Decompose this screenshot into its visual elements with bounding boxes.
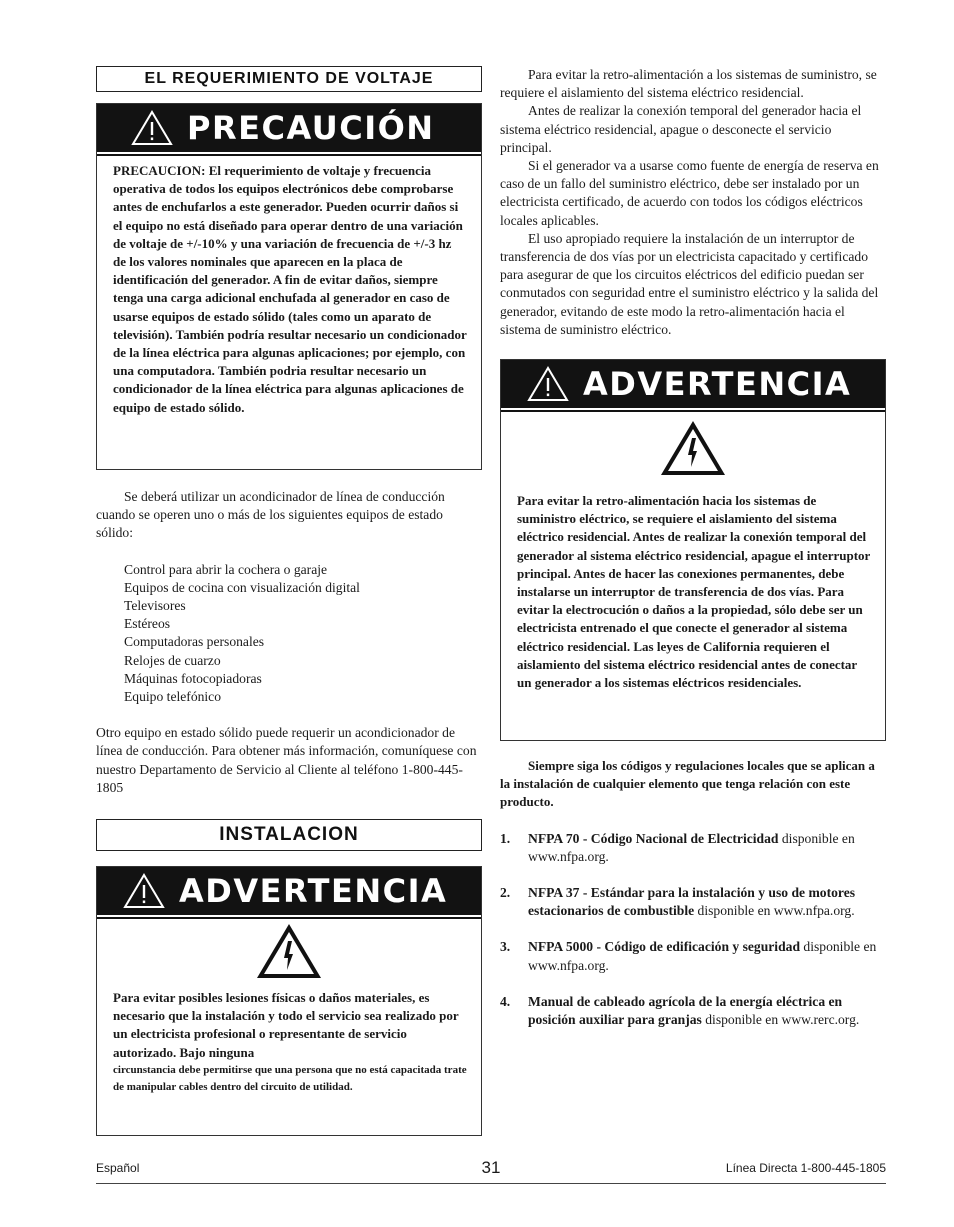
codes-intro: Siempre siga los códigos y regulaciones locales que se aplican a la instalación de cualquier elemento que tenga relación con este producto. [500,758,875,810]
footer-hotline: Línea Directa 1-800-445-1805 [725,1161,886,1175]
code-title: Manual de cableado agrícola de la energía eléctrica en posición auxiliar para granjas [528,993,843,1028]
footer-language: Español [96,1161,140,1175]
warning-triangle-icon [131,110,173,146]
install-warning-text-block [97,981,481,1110]
precaution-text: PRECAUCION: El requerimiento de voltaje y frecuencia operativa de todos los equipos electrónicos debe comprobarse antes de enchufarlos a este generador. Pueden ocurrir daños si el equipo no está diseñado para operar dentro de una variación de voltaje de +/-10% y una variación de frecuencia de +/-3 hz de los valores nominales que aparecen en la placa de identificación del generador. A fin de evitar daños, siempre tenga una carga adicional enchufada al generador en caso de usarse equipos de estado sólido (tales como un aparato de televisión). También podría resultar necesario un condicionador de la línea eléctrica para algunas aplicaciones; por ejemplo, con una computadora. También podria resultar necesario un condicionador de la línea eléctrica para algunas aplicaciones de equipo de estado sólido. [113,163,467,415]
code-source: disponible en www.nfpa.org. [528,830,855,864]
list-item: Máquinas fotocopiadoras [124,670,262,686]
backfeed-warning-banner [501,360,885,410]
page-footer [96,1158,886,1184]
intro-paragraph: Se deberá utilizar un acondicinador de línea de conducción cuando se operen uno o más de los siguientes equipos de estado sólido: [96,489,445,541]
list-item [500,830,886,866]
list-item: Equipo telefónico [124,689,222,705]
paragraph: Antes de realizar la conexión temporal del generador hacia el sistema eléctrico residencial, apague o desconecte el servicio principal. [500,103,862,155]
code-title: NFPA 70 - Código Nacional de Electricidad [528,830,779,846]
warning-triangle-icon [527,366,569,402]
backfeed-warning-text: Para evitar la retro-alimentación hacia los sistemas de suministro eléctrico, se requiere el aislamiento del sistema eléctrico residencial. Antes de realizar la conexión temporal del generador al sistema eléctrico residencial, apague el interruptor principal. Antes de hacer las conexiones permanentes, debe instalarse un interruptor de transferencia de dos vías. Para evitar la electrocución o daños a la propiedad, sólo debe ser un electricista entrenado el que conecte el generador al sistema eléctrico residencial. Las leyes de California requieren el aislamiento del sistema eléctrico residencial antes de conectar un generador a los sistemas eléctricos residenciales. [517,493,871,691]
list-item: Equipos de cocina con visualización digital [124,579,360,595]
list-item: Estéreos [124,616,171,632]
right-column [500,66,886,1047]
left-column [96,66,482,1136]
install-warning-box [96,866,482,1136]
voltage-section-heading: EL REQUERIMIENTO DE VOLTAJE [96,66,482,92]
list-item: Control para abrir la cochera o garaje [124,561,328,577]
install-warning-title: ADVERTENCIA [179,872,448,911]
backfeed-paragraphs [500,66,886,339]
precaution-box [96,103,482,470]
list-number: 1. [500,830,511,846]
list-item: Computadoras personales [124,634,265,650]
backfeed-warning-title: ADVERTENCIA [583,365,852,404]
install-warning-text: Para evitar posibles lesiones físicas o daños materiales, es necesario que la instalación y todo el servicio sea realizado por un electricista profesional o representante de servicio autorizado. Bajo ninguna [113,990,459,1060]
paragraph: El uso apropiado requiere la instalación de un interruptor de transferencia de dos vías por un electricista capacitado y certificado para asegurar de que los circuitos eléctricos del edificio puedan ser conmutados con seguridad entre el suministro eléctrico y la salida del generador, evitando de este modo la retro-alimentación hacia el sistema de suministro eléctrico. [500,230,879,337]
install-warning-banner [97,867,481,917]
list-item: Televisores [124,598,186,614]
precaution-text-block [97,154,481,431]
code-source: disponible en www.nfpa.org. [528,939,877,973]
backfeed-warning-box [500,359,886,741]
list-item: Relojes de cuarzo [124,652,221,668]
code-title: NFPA 5000 - Código de edificación y seguridad [528,939,801,955]
paragraph: Para evitar la retro-alimentación a los sistemas de suministro, se requiere el aislamiento del sistema eléctrico residencial. [500,67,877,101]
codes-list [500,830,886,1030]
install-warning-small-text: circunstancia debe permitirse que una persona que no está capacitada trate de manipular cables dentro del circuito de utilidad. [113,1063,467,1093]
install-section-heading: INSTALACION [96,819,482,851]
list-item [500,993,886,1029]
outro-paragraph: Otro equipo en estado sólido puede requerir un acondicionador de línea de conducción. Para obtener más información, comuníquese con nuestro Departamento de Servicio al Cliente al teléfono 1-800-445-1805 [96,725,477,795]
list-number: 2. [500,885,511,901]
page-number: 31 [481,1158,501,1177]
precaution-banner [97,104,481,154]
backfeed-warning-text-block [501,478,885,706]
code-source: disponible en www.nfpa.org. [694,903,855,919]
warning-triangle-icon [123,873,165,909]
list-number: 3. [500,939,511,955]
electric-shock-icon [254,921,324,981]
paragraph: Si el generador va a usarse como fuente de energía de reserva en caso de un fallo del suministro eléctrico, debe ser instalado por un electricista certificado, de acuerdo con todos los códigos eléctricos locales aplicables. [500,158,879,228]
code-title: NFPA 37 - Estándar para la instalación y uso de motores estacionarios de combustible [528,885,856,919]
electric-shock-icon [658,418,728,478]
equipment-list [124,561,482,707]
list-item [500,884,886,920]
line-conditioner-intro [96,488,482,543]
list-number: 4. [500,993,511,1009]
list-item [500,938,886,974]
precaution-title: PRECAUCIÓN [187,109,435,147]
code-source: disponible en www.rerc.org. [701,1012,860,1028]
